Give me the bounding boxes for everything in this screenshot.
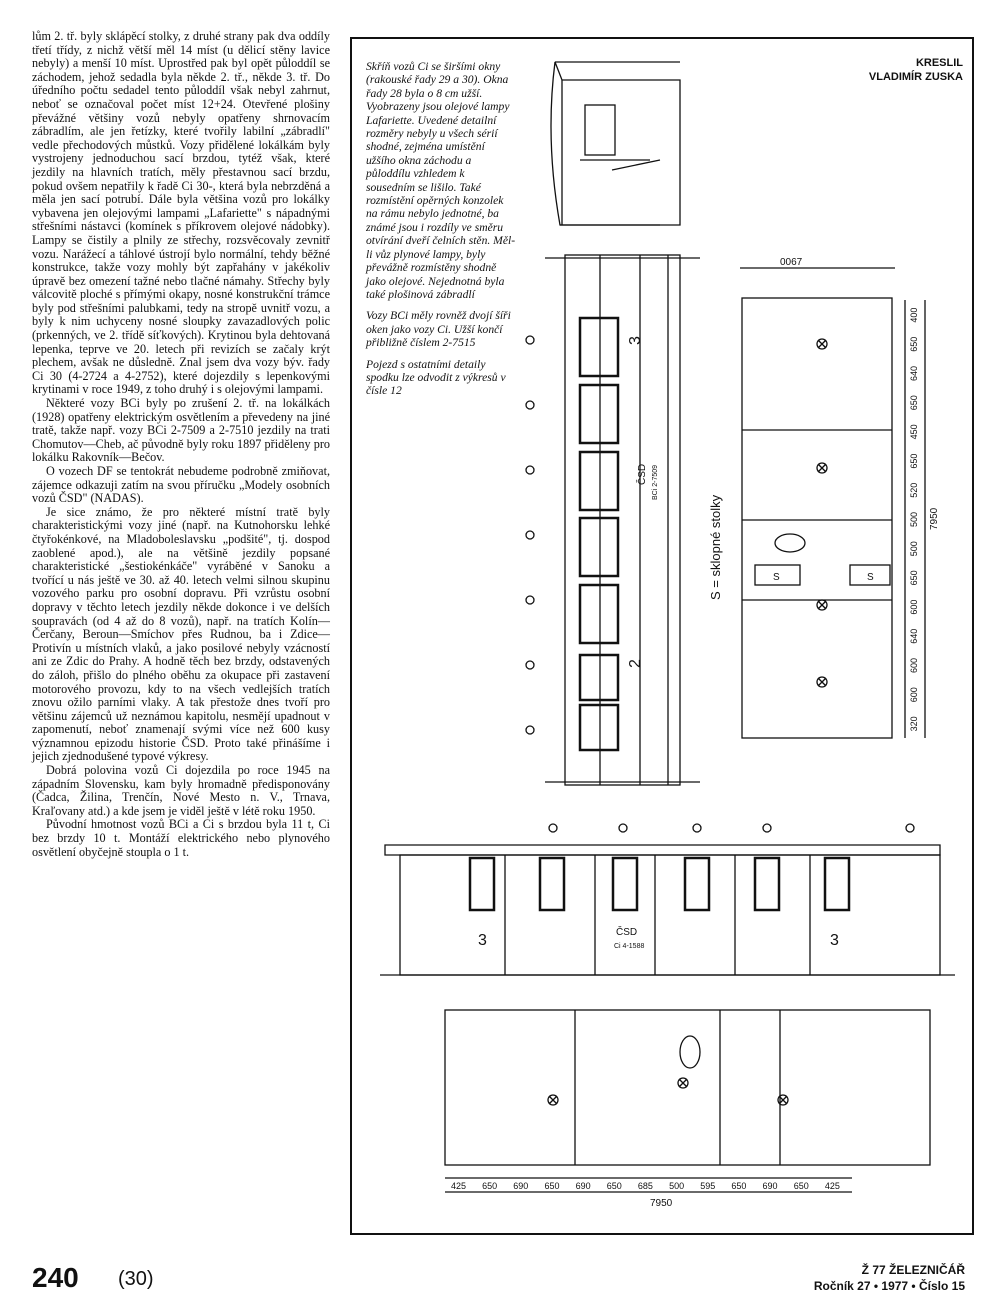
caption-paragraph: Vozy BCi měly rovněž dvojí šíři oken jako vozy Ci. Užší končí přibližně číslem 2-7515 [366, 309, 511, 350]
bottom-dimension-label: 650 [606, 1181, 622, 1191]
bottom-dimension-label: 650 [482, 1181, 498, 1191]
csd-mark-horizontal: ČSD [616, 927, 638, 938]
article-paragraph: Dobrá polovina vozů Ci dojezdila po roce 1945 na západním Slovensku, kam byly hromadně předisponovány (Čadca, Žilina, Trenčín, Nové Mesto n. V., Trnava, Kraľovany atd.) a kde jsem je viděl ještě v létě roku 1950. [32, 763, 330, 818]
article-text [32, 30, 330, 859]
page-subnumber: (30) [118, 1268, 154, 1290]
magazine-issue: Ročník 27 • 1977 • Číslo 15 [813, 1279, 965, 1293]
caption-paragraph: Skříň vozů Ci se širšími okny (rakouské řady 29 a 30). Okna řady 28 byla o 8 cm užší. Vyobrazeny jsou olejové lampy Lafariette. Uvedené detailní rozměry nebyly u všech sérií shodné, zejména umístění užšího okna záchodu a půloddílu vzhledem k sousedním se lišilo. Také rozmístění opěrných konzolek na rámu nebylo jednotné, ba známé jsou i rozdíly ve směru otvírání dveří čelních stěn. Měl-li vůz plynové lampy, byly převážně rozmístěny shodně jako olejové. Nejednotná byla také plošinová zábradlí [366, 60, 516, 301]
side-dimension-label: 600 [909, 687, 919, 703]
side-dimension-label: 600 [909, 599, 919, 615]
drawing-credit [869, 56, 963, 84]
csd-mark-vertical: ČSD [637, 463, 648, 485]
bottom-dimension-label: 685 [637, 1181, 653, 1191]
credit-line: KRESLIL [915, 57, 963, 69]
bottom-dimension-label: 595 [700, 1181, 716, 1191]
side-dimension-label: 650 [909, 336, 919, 352]
side-dimension-label: 600 [909, 657, 919, 673]
bottom-dimension-label: 650 [544, 1181, 560, 1191]
article-paragraph: Některé vozy BCi byly po zrušení 2. tř. na lokálkách (1928) opatřeny elektrickým osvětlením a převedeny na jiné tratě, takže např. vozy BCi 2-7509 a 2-7510 jezdily na trati Chomutov—Cheb, ač původně byly roku 1897 přiděleny pro lokálku Rakovník—Bečov. [32, 396, 330, 465]
bottom-dimension-label: 425 [451, 1181, 467, 1191]
class-2-mark: 2 [627, 659, 644, 668]
article-paragraph: O vozech DF se tentokrát nebudeme podrobně zmiňovat, zájemce odkazuji zatím na svou příručku „Modely osobních vozů ČSD" (NADAS). [32, 464, 330, 506]
bottom-total-dimension: 7950 [650, 1198, 673, 1209]
csd-number-vertical: BCi 2-7509 [652, 464, 659, 500]
credit-author: VLADIMÍR ZUSKA [868, 71, 963, 83]
bottom-dimension-label: 690 [762, 1181, 778, 1191]
side-dimension-label: 400 [909, 307, 919, 323]
caption-paragraph: Pojezd s ostatními detaily spodku lze odvodit z výkresů v čísle 12 [366, 357, 506, 398]
side-dimension-label: 450 [909, 424, 919, 440]
article-paragraph: lům 2. tř. byly sklápěcí stolky, z druhé strany pak dva oddíly třetí třídy, z nichž větší měl 14 míst (u dělicí stěny lavice nebyly) a menší 10 míst. Uprostřed pak byl opět půloddíl se záchodem, jehož sedadla byla někde 2. tř., někde 3. tř. Do úředního počtu sedadel tento půloddíl však nebyl zahrnut, neboť se označoval počet míst 12+24. Otevřené plošiny převážné většiny vozů nebyly opatřeny shrnovacím zábradlím, ale jen řetízky, které tvořily labilní „zábradlí" vedle přechodových můstků. Vozy přidělené lokálkám byly vystrojeny jednoduchou sací brzdou, tytéž však, které jezdily na hlavních tratích, měly přestavnou sací brzdu, pokud ovšem nepatřily k řadě Ci 30-, která byla nebrzděná a měla jen sací potrubí. Dále byla většina vozů pro lokálky vybavena jen olejovými lampami „Lafariette" s nápadnými střešními nástavci (komínek s příkrovem olejové nádobky). Lampy se čistily a plnily ze střechy, rozsvěcovaly zevnitř vozu. Narážecí a táhlové ústrojí bylo normální, tehdy běžné konstrukce, takže vozy mohly být zapřahány v jakékoliv úpravě bez omezení tažné nebo tlačné námahy. Střechy byly válcovitě ploché s přímými okapy, nosné konstrukční trámce byly pod střešními palubkami, tedy na stropě uvnitř vozu, a byly k nim uchyceny nosné sloupky zavazadlových polic (prkenných, ve 2. třídě síťkových). Krytinou byla dehtovaná lepenka, teprve ve 20. letech při revizích se začaly krýt plechem, avšak ne důsledně. Znal jsem dva vozy býv. řady Ci 30 (4-2724 a 4-2752), které dojezdily s lepenkovými krytinami v roce 1949, z toho druhý i s olejovými lampami. [32, 29, 330, 397]
page-number: 240 [32, 1262, 79, 1293]
stool-label-right: S [867, 572, 874, 583]
bottom-dimension-label: 690 [513, 1181, 529, 1191]
length-dimension: 7950 [929, 507, 940, 530]
top-dimension: 0067 [780, 257, 803, 268]
class-3-mark-right: 3 [830, 932, 839, 949]
side-dimension-label: 650 [909, 395, 919, 411]
magazine-footer [814, 1262, 965, 1294]
side-dimension-label: 520 [909, 482, 919, 498]
drawing-caption [366, 60, 516, 406]
side-dimension-label: 650 [909, 570, 919, 586]
stool-label-left: S [773, 572, 780, 583]
stool-legend: S = sklopné stolky [708, 494, 723, 600]
class-3-mark-vertical: 3 [627, 336, 644, 345]
bottom-dimension-label: 425 [824, 1181, 840, 1191]
side-dimension-label: 650 [909, 453, 919, 469]
side-dimension-label: 500 [909, 511, 919, 527]
bottom-dimension-label: 650 [793, 1181, 809, 1191]
article-paragraph: Je sice známo, že pro některé místní tratě byly charakteristickými vozy jiné (např. na Kutnohorsku lehké čtyřokénkové, na Mladoboleslavsku „podšité", tj. dospod zaoblené apod.), ale na většině jezdily popsané charakteristické „šestiokénkáče" vyráběné v Sanoku a tvořící u nás ještě ve 30. až 40. letech velmi silnou skupinu vozového parku pro osobní dopravu. Při vzrůstu osobní dopravy v těchto letech jezdily někde dokonce i ve delších soupravách (od 4 až do 8 vozů), např. na tratích Kolín—Čerčany, Beroun—Smíchov přes Rudnou, ba i Zdice—Protivín u místních vlaků, a jako posilové nebyly vzácností ani ze Zdic do Prahy. A hodně těch bez brzdy, odstavených do záloh, přišlo do plného oběhu za okupace při zastavení motorového provozu, kdy to na všech vedlejších tratích znovu ožilo parními vlaky. A tak přestože dnes tvoří pro většinu zájemců už neznámou kapitolu, nesmějí upadnout v zapomenutí, neboť znamenají svými více než 600 kusy významnou epizodu historie ČSD. Proto také přinášíme i jejich zjednodušené typové výkresy. [32, 504, 330, 764]
side-dimension-label: 640 [909, 628, 919, 644]
bottom-dimension-label: 690 [575, 1181, 591, 1191]
article-paragraph: Původní hmotnost vozů BCi a Ci s brzdou byla 11 t, Ci bez brzdy 10 t. Montáží elektrického nebo plynového osvětlení obyčejně stoupla o 1 t. [32, 817, 330, 859]
csd-number-horizontal: Ci 4-1588 [614, 943, 645, 950]
class-3-mark-left: 3 [478, 932, 487, 949]
bottom-dimension-label: 500 [669, 1181, 685, 1191]
bottom-dimension-label: 650 [731, 1181, 747, 1191]
side-dimension-label: 640 [909, 365, 919, 381]
side-dimension-label: 320 [909, 716, 919, 732]
side-dimension-label: 500 [909, 541, 919, 557]
magazine-name: Ž 77 ŽELEZNIČÁŘ [861, 1263, 965, 1277]
